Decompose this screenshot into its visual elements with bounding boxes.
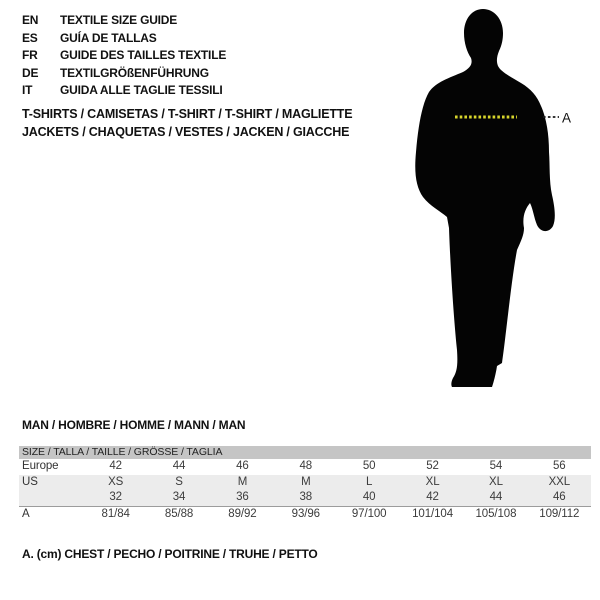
size-cell: 44 <box>172 460 186 472</box>
size-row-label <box>19 490 84 506</box>
language-code: ES <box>22 30 38 45</box>
size-row-label: US <box>22 475 38 488</box>
size-cell: XL <box>489 475 503 488</box>
language-guide-label: GUIDE DES TAILLES TEXTILE <box>60 48 227 63</box>
language-guide-label: GUIDA ALLE TAGLIE TESSILI <box>60 83 223 98</box>
size-table-row-us-numeric <box>19 490 591 506</box>
language-code: EN <box>22 13 39 27</box>
size-cell: M <box>237 475 248 488</box>
size-cell: 38 <box>299 491 313 504</box>
size-cell: 50 <box>362 460 376 472</box>
section-title-man: MAN / HOMBRE / HOMME / MANN / MAN <box>22 418 246 432</box>
size-cell: 40 <box>362 491 376 504</box>
language-row <box>22 47 226 65</box>
size-cell: XL <box>425 475 440 488</box>
size-cell: 32 <box>109 491 122 504</box>
measurement-footnote: A. (cm) CHEST / PECHO / POITRINE / TRUHE / PETTO <box>22 547 318 561</box>
size-cell: 54 <box>489 460 503 472</box>
category-lines <box>22 105 352 141</box>
size-row-label: Europe <box>22 460 59 472</box>
size-cell: 46 <box>236 460 249 472</box>
language-code: IT <box>22 83 33 98</box>
size-cell: 46 <box>553 491 566 504</box>
language-row <box>22 12 226 30</box>
size-table-row-chest <box>19 506 591 523</box>
size-cell: XXL <box>548 475 571 488</box>
size-cell: 81/84 <box>101 507 130 520</box>
size-cell: XS <box>108 475 124 488</box>
language-guide-label: TEXTILE SIZE GUIDE <box>60 13 178 27</box>
category-line-jackets: JACKETS / CHAQUETAS / VESTES / JACKEN / GIACCHE <box>22 125 350 139</box>
size-table <box>19 446 591 522</box>
size-cell: 109/112 <box>539 507 580 520</box>
size-row-label: A <box>22 507 30 520</box>
size-cell: 42 <box>109 460 122 472</box>
language-guide-label: GUÍA DE TALLAS <box>60 30 157 45</box>
size-cell: 42 <box>426 491 439 504</box>
size-cell: 44 <box>489 491 503 504</box>
language-row <box>22 82 226 100</box>
size-cell: 52 <box>426 460 439 472</box>
size-cell: M <box>301 475 311 488</box>
size-cell: 34 <box>172 491 186 504</box>
language-guide-label: TEXTILGRÖßENFÜHRUNG <box>60 65 209 80</box>
language-row <box>22 30 226 48</box>
size-cell: 36 <box>236 491 249 504</box>
man-silhouette <box>415 9 555 387</box>
size-table-header: SIZE / TALLA / TAILLE / GRÖSSE / TAGLIA <box>19 446 591 459</box>
size-cell: L <box>366 475 373 488</box>
size-table-row-us <box>19 475 591 491</box>
language-code: DE <box>22 65 39 80</box>
size-cell: 93/96 <box>291 507 320 520</box>
language-code: FR <box>22 48 38 63</box>
category-line-tshirts: T-SHIRTS / CAMISETAS / T-SHIRT / T-SHIRT / MAGLIETTE <box>22 107 353 121</box>
language-guide-list <box>22 12 226 100</box>
size-table-row-europe <box>19 459 591 475</box>
size-cell: 97/100 <box>351 507 387 520</box>
size-cell: 101/104 <box>412 507 453 520</box>
size-cell: 105/108 <box>475 507 517 520</box>
size-cell: 89/92 <box>228 507 257 520</box>
man-silhouette-figure <box>400 5 570 395</box>
size-cell: 48 <box>299 460 313 472</box>
language-row <box>22 65 226 83</box>
size-cell: 56 <box>553 460 566 472</box>
size-cell: S <box>175 475 183 488</box>
size-cell: 85/88 <box>164 507 194 520</box>
measurement-label-a: A <box>562 110 572 126</box>
